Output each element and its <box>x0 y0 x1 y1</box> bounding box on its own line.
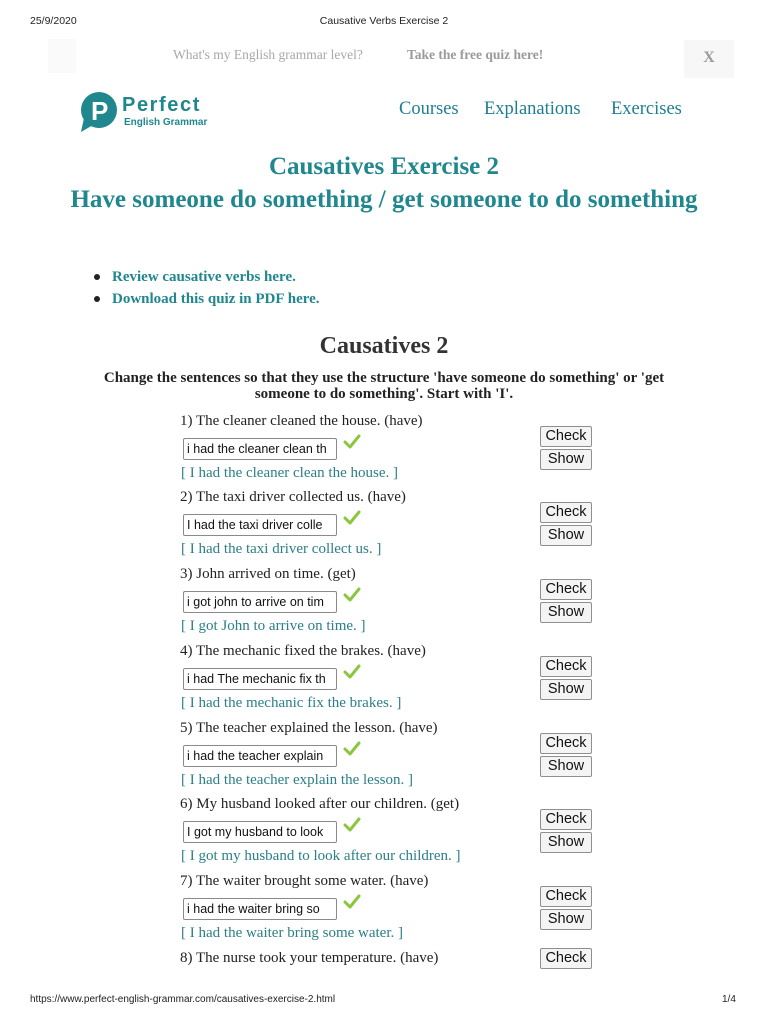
review-causatives-link[interactable]: Review causative verbs here. <box>112 269 296 285</box>
question-8 <box>0 948 768 972</box>
answer-input[interactable] <box>183 821 337 843</box>
quiz-instruction: Change the sentences so that they use the structure 'have someone do something' or 'get someone to do something'. Start with 'I'. <box>103 370 665 402</box>
banner-close-button[interactable] <box>684 40 734 78</box>
correct-check-icon <box>343 434 361 450</box>
list-item <box>94 289 320 311</box>
correct-check-icon <box>343 664 361 680</box>
print-url: https://www.perfect-english-grammar.com/causatives-exercise-2.html <box>30 994 336 1005</box>
close-icon[interactable]: X <box>703 49 715 66</box>
show-button[interactable]: Show <box>540 525 592 546</box>
check-button[interactable]: Check <box>540 502 592 523</box>
question-4 <box>0 641 768 721</box>
answer-input[interactable] <box>183 514 337 536</box>
answer-input[interactable] <box>183 591 337 613</box>
correct-check-icon <box>343 817 361 833</box>
page-title: Causatives Exercise 2 <box>268 153 500 180</box>
download-pdf-link[interactable]: Download this quiz in PDF here. <box>112 291 320 307</box>
correct-answer: [ I got John to arrive on time. ] <box>181 618 366 634</box>
question-1 <box>0 411 768 491</box>
show-button[interactable]: Show <box>540 679 592 700</box>
correct-check-icon <box>343 587 361 603</box>
correct-check-icon <box>343 741 361 757</box>
question-6 <box>0 794 768 874</box>
nav-explanations[interactable]: Explanations <box>484 99 581 119</box>
site-logo[interactable] <box>78 91 218 135</box>
show-button[interactable]: Show <box>540 909 592 930</box>
print-date: 25/9/2020 <box>30 15 77 27</box>
answer-input[interactable] <box>183 668 337 690</box>
banner-placeholder-box <box>48 39 76 73</box>
show-button[interactable]: Show <box>540 756 592 777</box>
check-button[interactable]: Check <box>540 948 592 969</box>
print-page-number: 1/4 <box>722 994 736 1005</box>
question-7 <box>0 871 768 951</box>
question-prompt: 6) My husband looked after our children. (get) <box>180 796 460 812</box>
question-5 <box>0 718 768 798</box>
nav-courses[interactable]: Courses <box>399 99 459 119</box>
show-button[interactable]: Show <box>540 449 592 470</box>
correct-answer: [ I had the mechanic fix the brakes. ] <box>181 695 402 711</box>
quiz-heading: Causatives 2 <box>319 333 449 359</box>
check-button[interactable]: Check <box>540 809 592 830</box>
bullet-icon <box>94 274 100 280</box>
question-prompt: 1) The cleaner cleaned the house. (have) <box>180 413 423 429</box>
banner-question: What's my English grammar level? <box>173 47 363 62</box>
logo-letter: P <box>91 96 109 126</box>
correct-answer: [ I had the waiter bring some water. ] <box>181 925 404 941</box>
check-button[interactable]: Check <box>540 733 592 754</box>
correct-check-icon <box>343 510 361 526</box>
question-prompt: 5) The teacher explained the lesson. (have) <box>180 720 438 736</box>
correct-check-icon <box>343 894 361 910</box>
answer-input[interactable] <box>183 438 337 460</box>
check-button[interactable]: Check <box>540 656 592 677</box>
question-prompt: 3) John arrived on time. (get) <box>180 566 356 582</box>
correct-answer: [ I had the cleaner clean the house. ] <box>181 465 398 481</box>
nav-exercises[interactable]: Exercises <box>611 99 682 119</box>
check-button[interactable]: Check <box>540 579 592 600</box>
speech-bubble-p-icon <box>78 91 120 133</box>
question-prompt: 8) The nurse took your temperature. (have) <box>180 950 439 966</box>
correct-answer: [ I got my husband to look after our children. ] <box>181 848 461 864</box>
question-prompt: 4) The mechanic fixed the brakes. (have) <box>180 643 426 659</box>
bullet-icon <box>94 296 100 302</box>
logo-wordmark: Perfect <box>122 94 202 116</box>
logo-subtitle: English Grammar <box>124 117 208 128</box>
check-button[interactable]: Check <box>540 426 592 447</box>
correct-answer: [ I had the taxi driver collect us. ] <box>181 541 382 557</box>
question-prompt: 7) The waiter brought some water. (have) <box>180 873 429 889</box>
show-button[interactable]: Show <box>540 602 592 623</box>
question-2 <box>0 487 768 567</box>
question-3 <box>0 564 768 644</box>
correct-answer: [ I had the teacher explain the lesson. ] <box>181 772 413 788</box>
print-page-title: Causative Verbs Exercise 2 <box>319 15 449 27</box>
resource-links <box>94 267 320 311</box>
page-subtitle: Have someone do something / get someone to do something <box>70 186 698 213</box>
answer-input[interactable] <box>183 745 337 767</box>
check-button[interactable]: Check <box>540 886 592 907</box>
list-item <box>94 267 320 289</box>
question-prompt: 2) The taxi driver collected us. (have) <box>180 489 406 505</box>
answer-input[interactable] <box>183 898 337 920</box>
show-button[interactable]: Show <box>540 832 592 853</box>
free-quiz-link[interactable]: Take the free quiz here! <box>407 47 544 62</box>
